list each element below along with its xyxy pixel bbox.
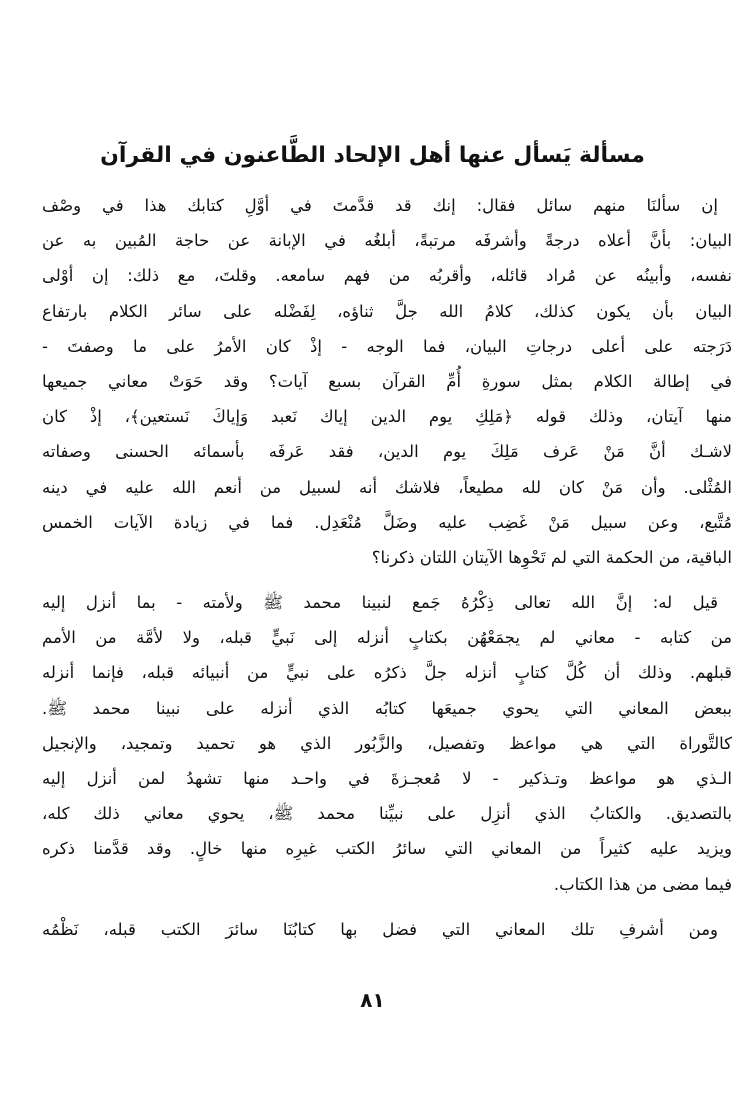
text-line: كالتَّوراة التي هي مواعظ وتفصيل، والزَّبُور الذي هو تحميد وتمجيد، والإنجيل [42, 733, 732, 753]
text-line: قبلهم. وذلك أن كُلَّ كتابٍ أنزله جلَّ ذكرُه على نبيٍّ من أنبيائه قبله، فإنما أنزله [42, 663, 732, 683]
text-line: منها آيتان، وذلك قوله ﴿مَلِكِ يوم الدين إياك نَعبد وَإياكَ نَستعين﴾، إذْ كان [42, 407, 732, 427]
page-number: ٨١ [360, 988, 385, 1012]
text-line: نفسه، وأبينُه عن مُراد قائله، وأقربُه من فهم سامعه. وقلتَ، مع ذلك: إن أوْلى [42, 266, 732, 286]
text-line: دَرَجته على أعلى درجاتِ البيان، فما الوجه - إذْ كان الأمرُ على ما وصفتَ - [42, 336, 732, 356]
text-line: ومن أشرفِ تلك المعاني التي فضل بها كتابُنَا سائرَ الكتب قبله، نَظْمُه [42, 919, 718, 939]
paragraph-question [42, 188, 732, 575]
text-line: المُثْلى. وأن مَنْ كان لله مطيعاً، فلاشك أنه لسبيل من أنعم الله عليه في دينه [42, 477, 732, 497]
text-line: ببعض المعاني التي يحوي جميعَها كتابُه الذي أنزله على نبينا محمد ﷺ. [42, 698, 732, 718]
text-line: لاشـك أنَّ مَنْ عَرف مَلِكَ يوم الدين، فقد عَرفَه بأسمائه الحسنى وصفاته [42, 442, 732, 462]
text-line: مُتَّبع، وعن سبيل مَنْ غَضِب عليه وضَلَّ مُنْعَدِل. فما في زيادة الآيات الخمس [42, 512, 732, 532]
text-line: إن سألنَا منهم سائل فقال: إنك قد قدَّمتَ في أوَّلِ كتابك هذا في وصْف [42, 196, 718, 215]
text-line: البيان: بأنَّ أعلاه درجةً وأشرفَه مرتبةً، أبلغُه في الإبانة عن حاجة المُبين به عن [42, 231, 732, 251]
text-line: الـذي هو مواعظ وتـذكير - لا مُعجـزةَ في واحـد منها تشهدُ لمن أنزل إليه [42, 769, 732, 788]
text-line: ويزيد عليه كثيراً من المعاني التي سائرُ الكتب غيرِه منها خالٍ. وقد قدَّمنا ذكره [42, 839, 732, 859]
text-line: في إطالة الكلام بمثل سورةِ أُمِّ القرآن بسبع آيات؟ وقد حَوَتْ معاني جميعها [42, 371, 732, 391]
paragraph-answer [42, 585, 732, 902]
text-line: بالتصديق. والكتابُ الذي أنزِل على نبيِّنا محمد ﷺ، يحوي معاني ذلك كله، [42, 804, 732, 824]
text-line: البيان بأن يكون كذلك، كلامُ الله جلَّ ثناؤه، لِفَضْله على سائر الكلام بارتفاع [42, 301, 732, 321]
section-title: مسألة يَسأل عنها أهل الإلحاد الطَّاعنون في القرآن [100, 143, 645, 168]
text-line: من كتابه - معاني لم يجمَعْهُن بكتابٍ أنزله إلى نَبيٍّ قبله، ولا لأمَّة من الأمم [42, 628, 732, 648]
text-line: الباقية، من الحكمة التي لم تَحْوِها الآيتان اللتان ذكرنا؟ [371, 547, 732, 567]
paragraph-continuation [42, 912, 732, 947]
text-line: فيما مضى من هذا الكتاب. [553, 874, 732, 894]
text-line: قيل له: إنَّ الله تعالى ذِكْرُهُ جَمع لنبينا محمد ﷺ ولأمته - بما أنزل إليه [42, 593, 718, 613]
body-text [42, 188, 732, 947]
